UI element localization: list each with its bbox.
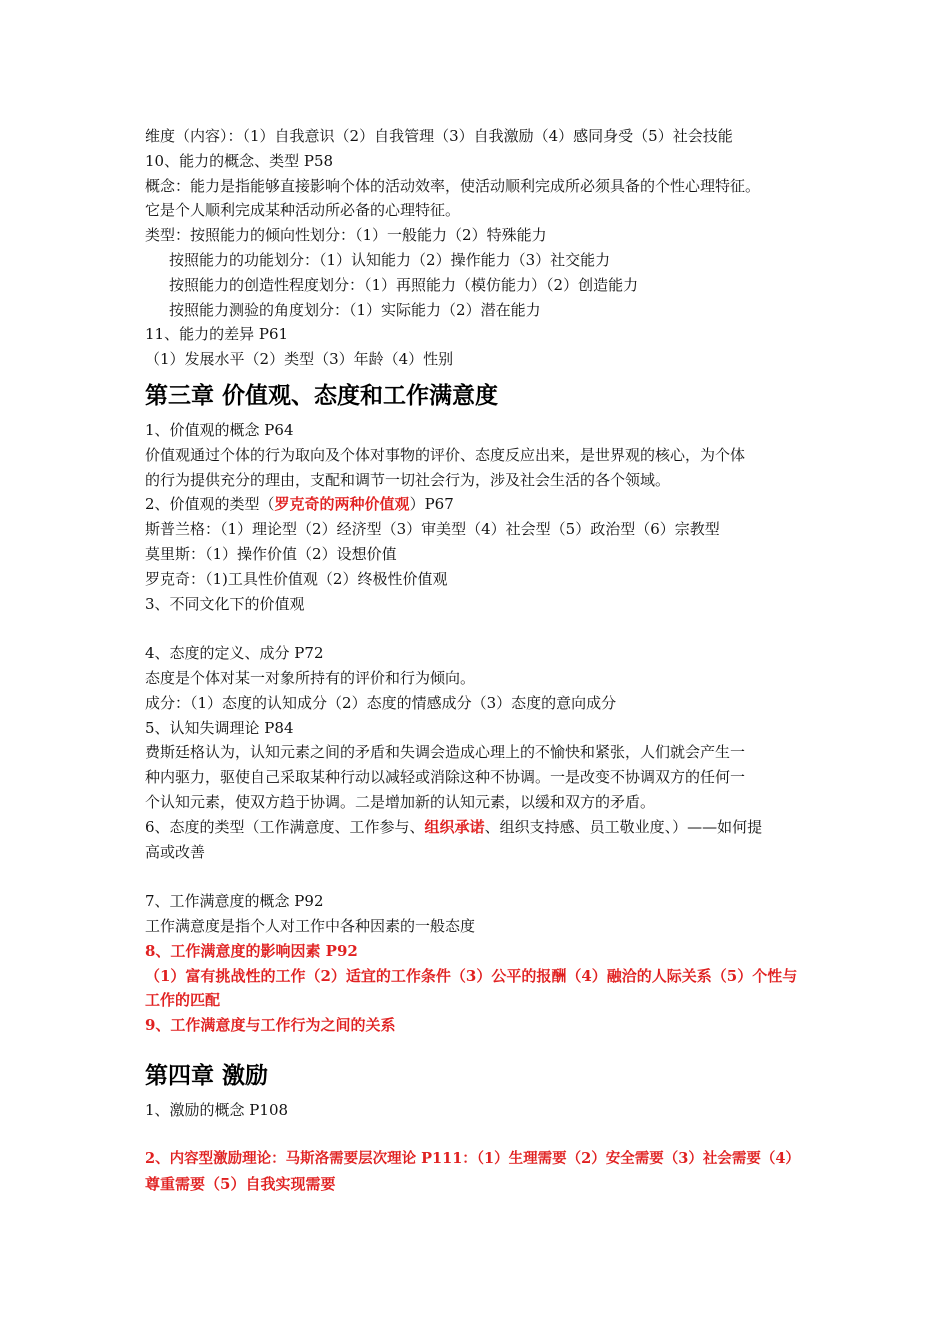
text-span: ）P67 bbox=[409, 495, 454, 514]
text-line: （1）发展水平（2）类型（3）年龄（4）性别 bbox=[145, 350, 454, 369]
text-line: 种内驱力，驱使自己采取某种行动以减轻或消除这种不协调。一是改变不协调双方的任何一 bbox=[145, 768, 746, 787]
highlight-text: （1）富有挑战性的工作（2）适宜的工作条件（3）公平的报酬（4）融洽的人际关系（5）个性与 bbox=[145, 966, 798, 985]
highlight-text: 组织承诺 bbox=[424, 817, 485, 836]
section-heading: 7、工作满意度的概念 P92 bbox=[145, 892, 324, 911]
text-line: 类型：按照能力的倾向性划分：（1）一般能力（2）特殊能力 bbox=[145, 226, 547, 245]
text-span: 2、价值观的类型（ bbox=[145, 495, 275, 514]
text-line: 的行为提供充分的理由，支配和调节一切社会行为，涉及社会生活的各个领域。 bbox=[145, 470, 671, 489]
blank-line bbox=[145, 864, 813, 889]
text-line: 高或改善 bbox=[145, 842, 206, 861]
highlight-text: 罗克奇的两种价值观 bbox=[274, 495, 410, 514]
text-line: 费斯廷格认为，认知元素之间的矛盾和失调会造成心理上的不愉快和紧张，人们就会产生一 bbox=[145, 743, 746, 762]
section-heading: 5、认知失调理论 P84 bbox=[145, 718, 294, 737]
section-heading: 11、能力的差异 P61 bbox=[145, 325, 289, 344]
blank-line bbox=[145, 1123, 813, 1148]
text-line: 成分：（1）态度的认知成分（2）态度的情感成分（3）态度的意向成分 bbox=[145, 693, 617, 712]
text-span: 、组织支持感、员工敬业度、）——如何提 bbox=[484, 817, 763, 836]
chapter-title: 第三章 价值观、态度和工作满意度 bbox=[145, 382, 499, 409]
section-heading: 3、不同文化下的价值观 bbox=[145, 594, 305, 613]
text-line: 个认知元素，使双方趋于协调。二是增加新的认知元素，以缓和双方的矛盾。 bbox=[145, 792, 656, 811]
text-span: 6、态度的类型（工作满意度、工作参与、 bbox=[145, 817, 425, 836]
section-heading: 1、激励的概念 P108 bbox=[145, 1100, 289, 1119]
section-heading: 1、价值观的概念 P64 bbox=[145, 420, 294, 439]
text-line: 斯普兰格：（1）理论型（2）经济型（3）审美型（4）社会型（5）政治型（6）宗教型 bbox=[145, 520, 720, 539]
section-heading bbox=[145, 815, 813, 840]
section-heading: 4、态度的定义、成分 P72 bbox=[145, 644, 324, 663]
section-heading-highlight: 8、工作满意度的影响因素 P92 bbox=[145, 941, 358, 960]
section-heading bbox=[145, 492, 813, 517]
text-line: 按照能力的功能划分：（1）认知能力（2）操作能力（3）社交能力 bbox=[169, 250, 611, 269]
section-heading-highlight: 2、内容型激励理论：马斯洛需要层次理论 P111：（1）生理需要（2）安全需要（3）社会需要（4） bbox=[145, 1150, 800, 1168]
text-line: 维度（内容）：（1）自我意识（2）自我管理（3）自我激励（4）感同身受（5）社会技能 bbox=[145, 127, 733, 145]
section-heading-highlight: 9、工作满意度与工作行为之间的关系 bbox=[145, 1016, 396, 1035]
text-line: 莫里斯：（1）操作价值（2）设想价值 bbox=[145, 544, 397, 563]
text-line: 价值观通过个体的行为取向及个体对事物的评价、态度反应出来，是世界观的核心，为个体 bbox=[145, 445, 746, 464]
highlight-text: 尊重需要（5）自我实现需要 bbox=[145, 1175, 336, 1194]
text-line: 按照能力的创造性程度划分：（1）再照能力（模仿能力）（2）创造能力 bbox=[169, 275, 639, 294]
text-line: 概念：能力是指能够直接影响个体的活动效率，使活动顺利完成所必须具备的个性心理特征。 bbox=[145, 176, 761, 195]
blank-line bbox=[145, 616, 813, 641]
highlight-text: 工作的匹配 bbox=[145, 991, 221, 1010]
section-heading: 10、能力的概念、类型 P58 bbox=[145, 151, 334, 170]
text-line: 工作满意度是指个人对工作中各种因素的一般态度 bbox=[145, 916, 476, 935]
text-line: 它是个人顺利完成某种活动所必备的心理特征。 bbox=[145, 201, 461, 220]
text-line: 态度是个体对某一对象所持有的评价和行为倾向。 bbox=[145, 668, 476, 687]
document-content bbox=[145, 124, 813, 1197]
chapter-title: 第四章 激励 bbox=[145, 1062, 269, 1089]
text-line: 罗克奇：（1)工具性价值观（2）终极性价值观 bbox=[145, 569, 448, 588]
text-line: 按照能力测验的角度划分：（1）实际能力（2）潜在能力 bbox=[169, 300, 541, 319]
